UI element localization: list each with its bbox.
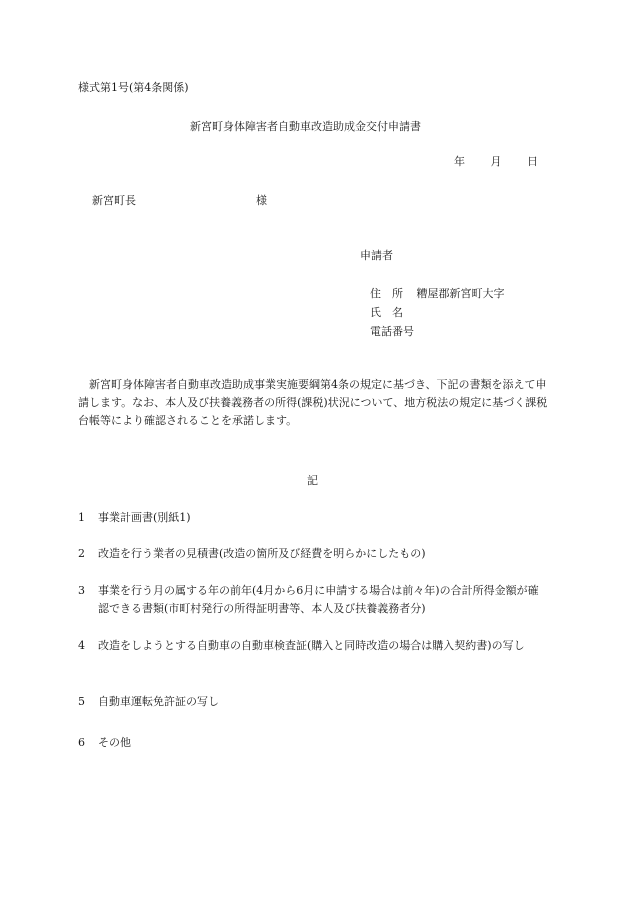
phone-label: 電話番号 <box>370 325 414 338</box>
item-text: 改造を行う業者の見積書(改造の箇所及び経費を明らかにしたもの) <box>98 547 426 560</box>
document-title: 新宮町身体障害者自動車改造助成金交付申請書 <box>190 120 421 133</box>
address-value: 糟屋郡新宮町大字 <box>416 287 505 300</box>
applicant-name-row <box>370 305 403 321</box>
item-number: 2 <box>78 547 85 560</box>
item-number: 4 <box>78 639 85 652</box>
list-item <box>78 582 548 618</box>
item-text: その他 <box>98 736 131 749</box>
form-number: 様式第1号(第4条関係) <box>78 81 189 94</box>
body-paragraph: 新宮町身体障害者自動車改造助成事業実施要綱第4条の規定に基づき、下記の書類を添えて申請します。なお、本人及び扶養義務者の所得(課税)状況について、地方税法の規定に基づく課税台帳等により確認されることを承諾します。 <box>78 378 548 427</box>
item-number: 1 <box>78 511 85 524</box>
addressee-name: 新宮町長 <box>92 194 136 207</box>
ki-heading: 記 <box>307 474 318 487</box>
item-text: 自動車運転免許証の写し <box>98 695 219 708</box>
date-day: 日 <box>527 155 538 168</box>
item-text: 事業を行う月の属する年の前年(4月から6月に申請する場合は前々年)の合計所得金額が確認できる書類(市町村発行の所得証明書等、本人及び扶養義務者分) <box>98 584 539 615</box>
list-item <box>78 693 548 711</box>
addressee-honorific: 様 <box>256 194 267 207</box>
address-label: 住 所 <box>370 287 403 300</box>
list-item <box>78 734 548 752</box>
date-month: 月 <box>490 155 502 168</box>
item-number: 5 <box>78 695 85 708</box>
item-number: 3 <box>78 584 85 597</box>
name-label: 氏 名 <box>370 306 403 319</box>
applicant-phone-row <box>370 324 414 340</box>
list-item <box>78 509 548 527</box>
item-text: 改造をしようとする自動車の自動車検査証(購入と同時改造の場合は購入契約書)の写し <box>98 639 525 652</box>
applicant-heading: 申請者 <box>360 249 393 262</box>
item-text: 事業計画書(別紙1) <box>98 511 191 524</box>
item-number: 6 <box>78 736 85 749</box>
date-year: 年 <box>454 155 465 168</box>
date-line <box>454 154 538 170</box>
list-item <box>78 545 548 563</box>
list-item <box>78 637 548 655</box>
applicant-address-row <box>370 286 505 302</box>
